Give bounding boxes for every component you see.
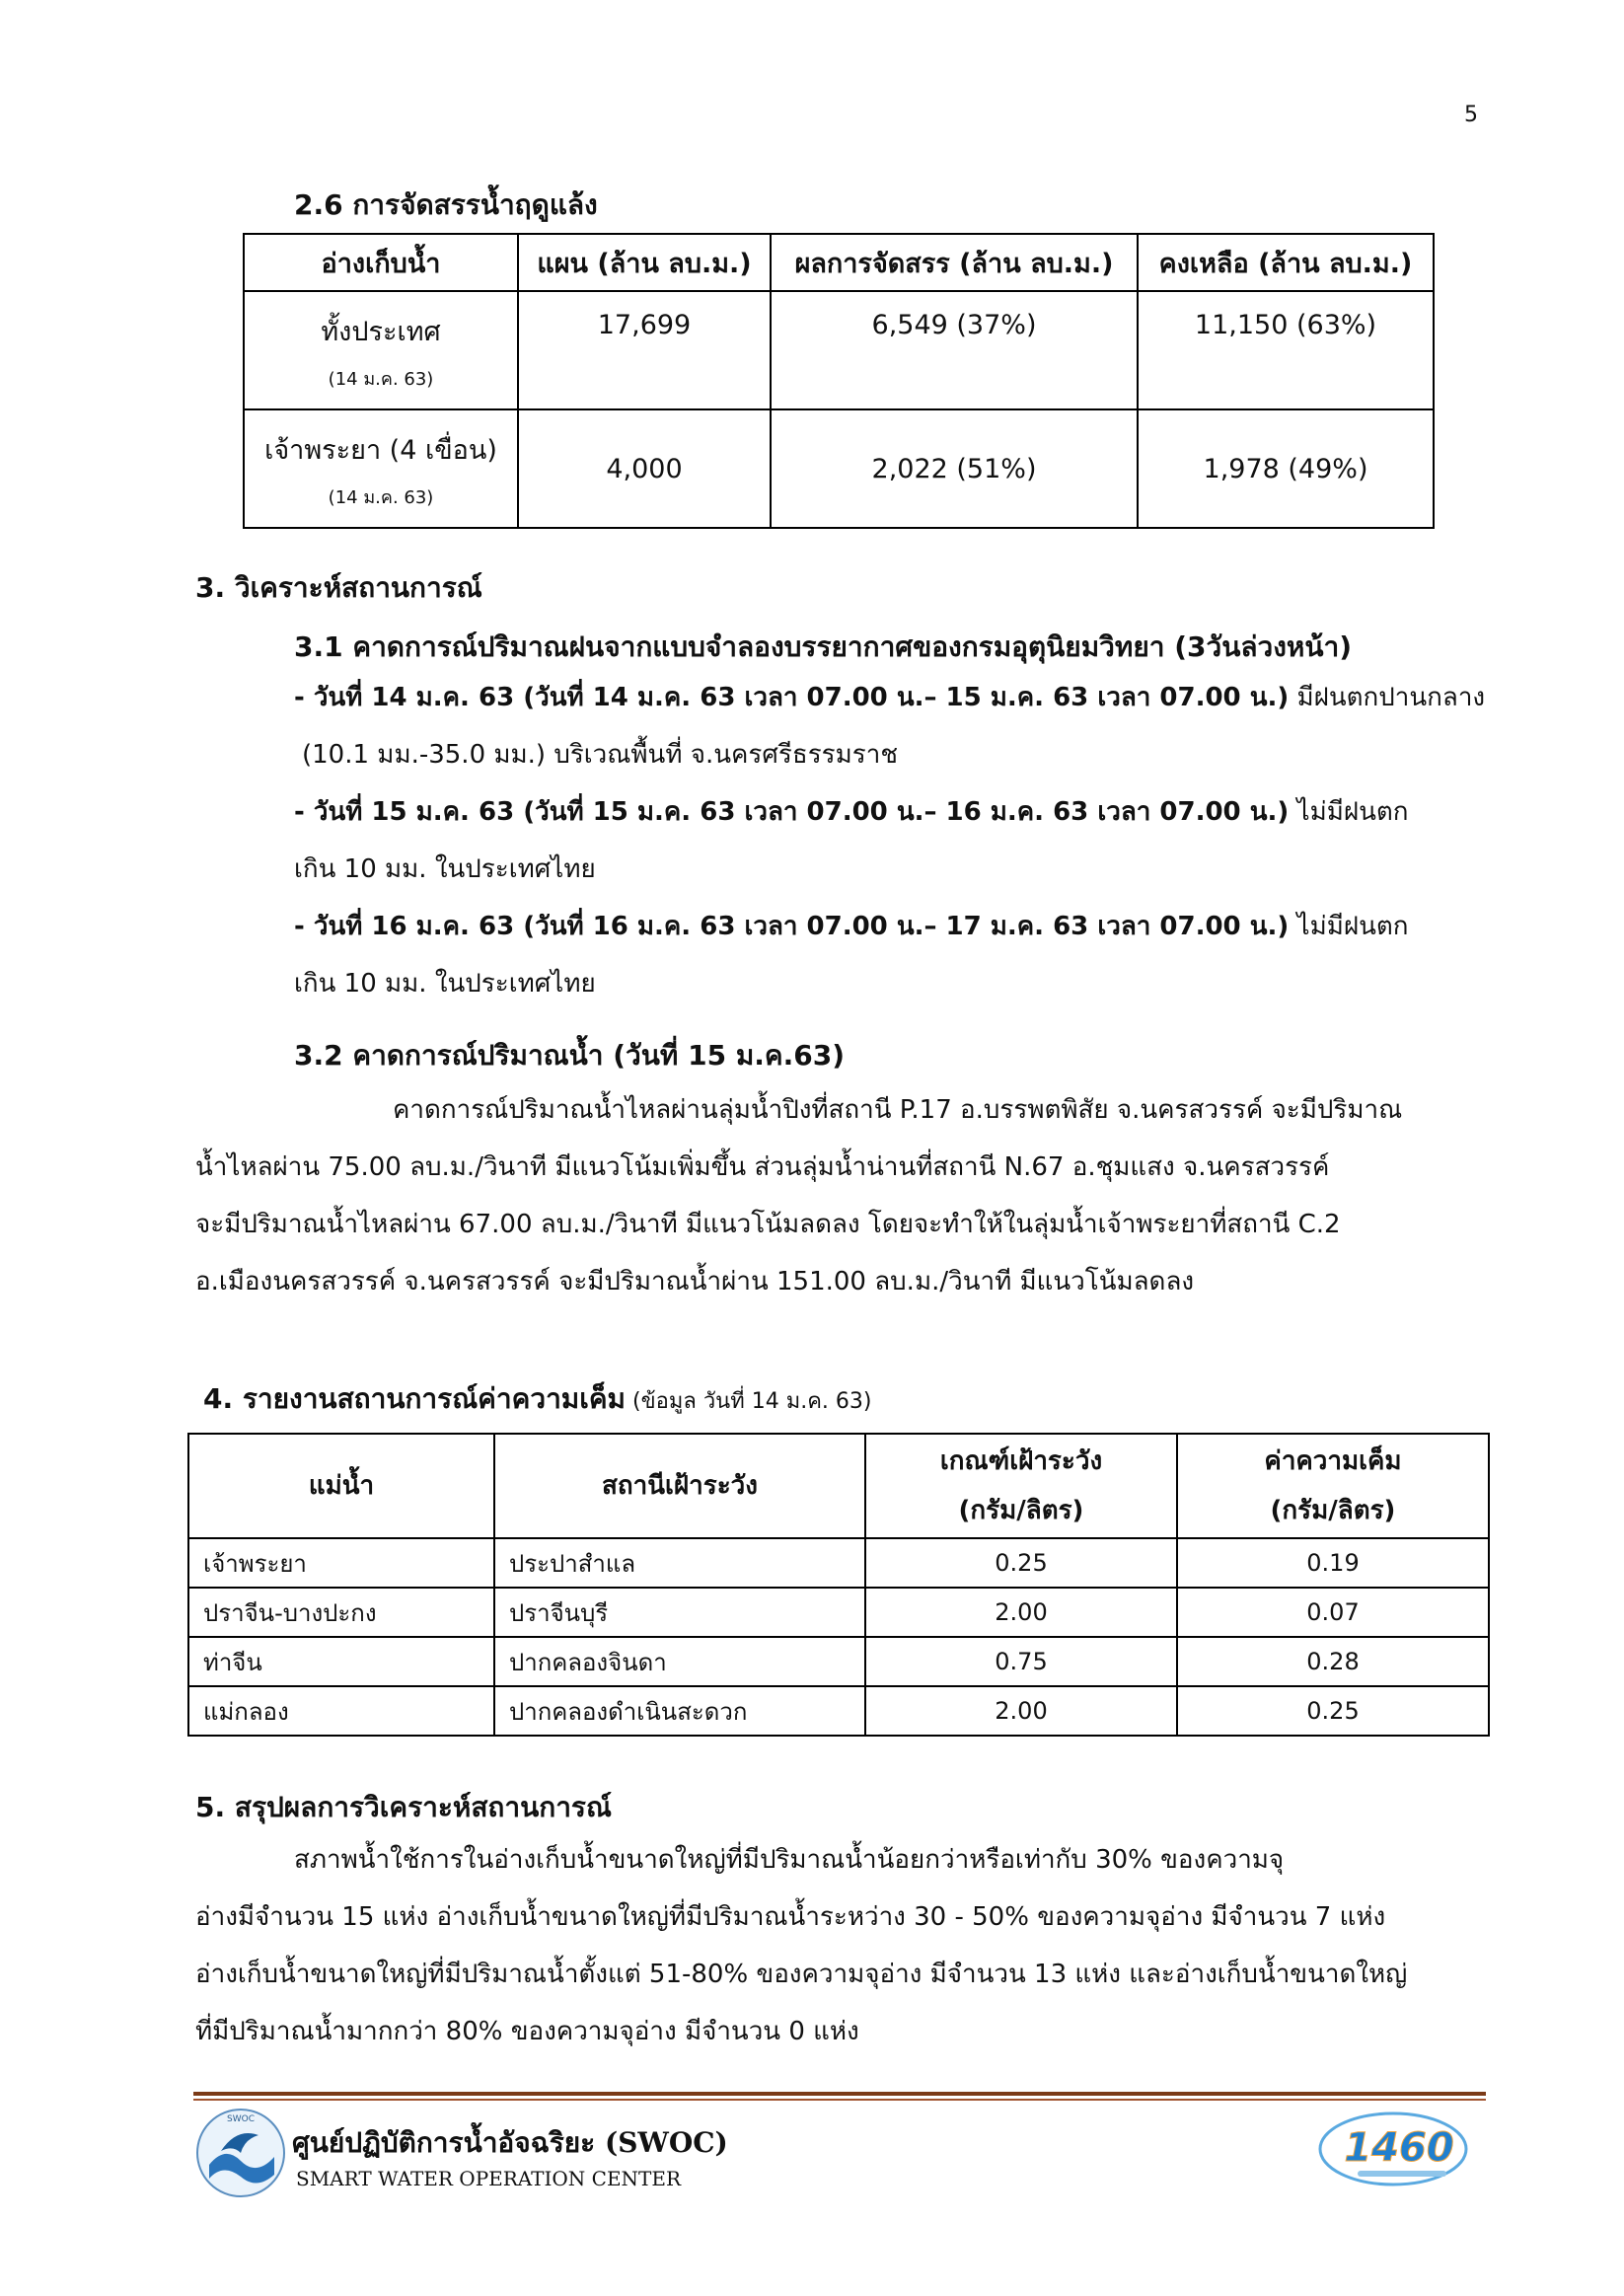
header-salinity xyxy=(1177,1434,1489,1538)
cell-station: ปราจีนบุรี xyxy=(494,1588,865,1637)
table-row xyxy=(188,1538,1489,1588)
cell-station: ปากคลองจินดา xyxy=(494,1637,865,1686)
footer-title: ศูนย์ปฏิบัติการน้ำอัจฉริยะ (SWOC) xyxy=(292,2126,728,2159)
header-threshold xyxy=(865,1434,1177,1538)
section-3-1-heading: 3.1 คาดการณ์ปริมาณฝนจากแบบจำลองบรรยากาศของกรมอุตุนิยมวิทยา (3วันล่วงหน้า) xyxy=(294,630,1353,663)
section-4-heading-line xyxy=(203,1377,871,1421)
salinity-table xyxy=(187,1433,1490,1737)
header-plan: แผน (ล้าน ลบ.ม.) xyxy=(518,234,771,291)
row-remaining: 1,978 (49%) xyxy=(1138,409,1434,528)
section-4-note: (ข้อมูล วันที่ 14 ม.ค. 63) xyxy=(626,1389,872,1414)
cell-station: ประปาสำแล xyxy=(494,1538,865,1588)
forecast-day-1 xyxy=(294,669,1485,726)
section-4-heading: 4. รายงานสถานการณ์ค่าความเค็ม xyxy=(203,1382,627,1415)
row-plan: 4,000 xyxy=(518,409,771,528)
logo-text: SWOC xyxy=(227,2114,255,2124)
cell-threshold: 2.00 xyxy=(865,1686,1177,1736)
summary-line: สภาพน้ำใช้การในอ่างเก็บน้ำขนาดใหญ่ที่มีปริมาณน้ำน้อยกว่าหรือเท่ากับ 30% ของความจุ xyxy=(294,1845,1285,1875)
hotline-number: 1460 xyxy=(1344,2125,1454,2171)
forecast-day-1-text: มีฝนตกปานกลาง xyxy=(1289,683,1486,712)
row-plan: 17,699 xyxy=(518,291,771,409)
page-number: 5 xyxy=(1464,103,1478,127)
header-remaining: คงเหลือ (ล้าน ลบ.ม.) xyxy=(1138,234,1434,291)
table-row xyxy=(188,1637,1489,1686)
cell-river: ท่าจีน xyxy=(188,1637,494,1686)
section-3-heading: 3. วิเคราะห์สถานการณ์ xyxy=(195,571,482,604)
cell-threshold: 2.00 xyxy=(865,1588,1177,1637)
forecast-day-3-cont: เกิน 10 มม. ในประเทศไทย xyxy=(294,969,596,999)
summary-line: ที่มีปริมาณน้ำมากกว่า 80% ของความจุอ่าง มีจำนวน 0 แห่ง xyxy=(195,2017,859,2046)
row-date: (14 ม.ค. 63) xyxy=(328,487,434,508)
cell-river: ปราจีน-บางปะกง xyxy=(188,1588,494,1637)
cell-river: แม่กลอง xyxy=(188,1686,494,1736)
cell-salinity: 0.28 xyxy=(1177,1637,1489,1686)
table-header-row xyxy=(244,234,1434,291)
table-row xyxy=(244,291,1434,409)
header-threshold-unit: (กรัม/ลิตร) xyxy=(958,1496,1084,1525)
table-row xyxy=(188,1588,1489,1637)
summary-line: อ่างเก็บน้ำขนาดใหญ่ที่มีปริมาณน้ำตั้งแต่ 51-80% ของความจุอ่าง มีจำนวน 13 แห่ง และอ่างเก็บน้ำขนาดใหญ่ xyxy=(195,1960,1408,1989)
header-reservoir: อ่างเก็บน้ำ xyxy=(244,234,518,291)
water-forecast-line: น้ำไหลผ่าน 75.00 ลบ.ม./วินาที มีแนวโน้มเพิ่มขึ้น ส่วนลุ่มน้ำน่านที่สถานี N.67 อ.ชุมแสง จ.นครสวรรค์ xyxy=(195,1152,1330,1182)
forecast-day-1-date: - วันที่ 14 ม.ค. 63 (วันที่ 14 ม.ค. 63 เวลา 07.00 น.– 15 ม.ค. 63 เวลา 07.00 น.) xyxy=(294,683,1290,712)
summary-line: อ่างมีจำนวน 15 แห่ง อ่างเก็บน้ำขนาดใหญ่ที่มีปริมาณน้ำระหว่าง 30 - 50% ของความจุอ่าง มีจำนวน 7 แห่ง xyxy=(195,1902,1386,1932)
hotline-1460-logo-icon xyxy=(1312,2106,1480,2194)
section-5-heading: 5. สรุปผลการวิเคราะห์สถานการณ์ xyxy=(195,1791,612,1823)
water-forecast-line: อ.เมืองนครสวรรค์ จ.นครสวรรค์ จะมีปริมาณน้ำผ่าน 151.00 ลบ.ม./วินาที มีแนวโน้มลดลง xyxy=(195,1267,1195,1296)
forecast-day-3 xyxy=(294,898,1409,955)
section-3-2-heading: 3.2 คาดการณ์ปริมาณน้ำ (วันที่ 15 ม.ค.63) xyxy=(294,1039,846,1072)
water-forecast-line: จะมีปริมาณน้ำไหลผ่าน 67.00 ลบ.ม./วินาที มีแนวโน้มลดลง โดยจะทำให้ในลุ่มน้ำเจ้าพระยาที่สถานี C.2 xyxy=(195,1210,1341,1239)
row-allocated: 2,022 (51%) xyxy=(771,409,1138,528)
section-2-6-heading: 2.6 การจัดสรรน้ำฤดูแล้ง xyxy=(294,188,598,221)
forecast-day-2-cont: เกิน 10 มม. ในประเทศไทย xyxy=(294,854,596,884)
dry-season-allocation-table xyxy=(243,233,1435,529)
cell-threshold: 0.25 xyxy=(865,1538,1177,1588)
row-allocated: 6,549 (37%) xyxy=(771,291,1138,409)
cell-station: ปากคลองดำเนินสะดวก xyxy=(494,1686,865,1736)
footer-divider xyxy=(193,2092,1486,2096)
row-name: ทั้งประเทศ xyxy=(321,317,441,347)
row-name-cell xyxy=(244,409,518,528)
header-station: สถานีเฝ้าระวัง xyxy=(494,1434,865,1538)
row-remaining: 11,150 (63%) xyxy=(1138,291,1434,409)
forecast-day-2-date: - วันที่ 15 ม.ค. 63 (วันที่ 15 ม.ค. 63 เวลา 07.00 น.– 16 ม.ค. 63 เวลา 07.00 น.) xyxy=(294,797,1290,827)
cell-salinity: 0.07 xyxy=(1177,1588,1489,1637)
cell-salinity: 0.19 xyxy=(1177,1538,1489,1588)
swoc-logo-icon xyxy=(193,2106,288,2200)
forecast-day-1-cont: (10.1 มม.-35.0 มม.) บริเวณพื้นที่ จ.นครศรีธรรมราช xyxy=(302,740,898,770)
row-name-cell xyxy=(244,291,518,409)
footer-subtitle: SMART WATER OPERATION CENTER xyxy=(296,2167,682,2190)
cell-river: เจ้าพระยา xyxy=(188,1538,494,1588)
table-header-row xyxy=(188,1434,1489,1538)
table-row xyxy=(188,1686,1489,1736)
row-date: (14 ม.ค. 63) xyxy=(328,369,434,390)
cell-threshold: 0.75 xyxy=(865,1637,1177,1686)
forecast-day-2-text: ไม่มีฝนตก xyxy=(1289,797,1409,827)
header-threshold-label: เกณฑ์เฝ้าระวัง xyxy=(939,1446,1103,1476)
forecast-day-2 xyxy=(294,783,1409,841)
table-row xyxy=(244,409,1434,528)
water-forecast-line: คาดการณ์ปริมาณน้ำไหลผ่านลุ่มน้ำปิงที่สถานี P.17 อ.บรรพตพิสัย จ.นครสวรรค์ จะมีปริมาณ xyxy=(393,1095,1403,1125)
header-salinity-unit: (กรัม/ลิตร) xyxy=(1270,1496,1396,1525)
cell-salinity: 0.25 xyxy=(1177,1686,1489,1736)
row-name: เจ้าพระยา (4 เขื่อน) xyxy=(264,435,497,466)
header-salinity-label: ค่าความเค็ม xyxy=(1264,1446,1402,1476)
header-river: แม่น้ำ xyxy=(188,1434,494,1538)
header-allocated: ผลการจัดสรร (ล้าน ลบ.ม.) xyxy=(771,234,1138,291)
footer-divider-thin xyxy=(193,2099,1486,2101)
forecast-day-3-text: ไม่มีฝนตก xyxy=(1289,912,1409,941)
forecast-day-3-date: - วันที่ 16 ม.ค. 63 (วันที่ 16 ม.ค. 63 เวลา 07.00 น.– 17 ม.ค. 63 เวลา 07.00 น.) xyxy=(294,912,1290,941)
